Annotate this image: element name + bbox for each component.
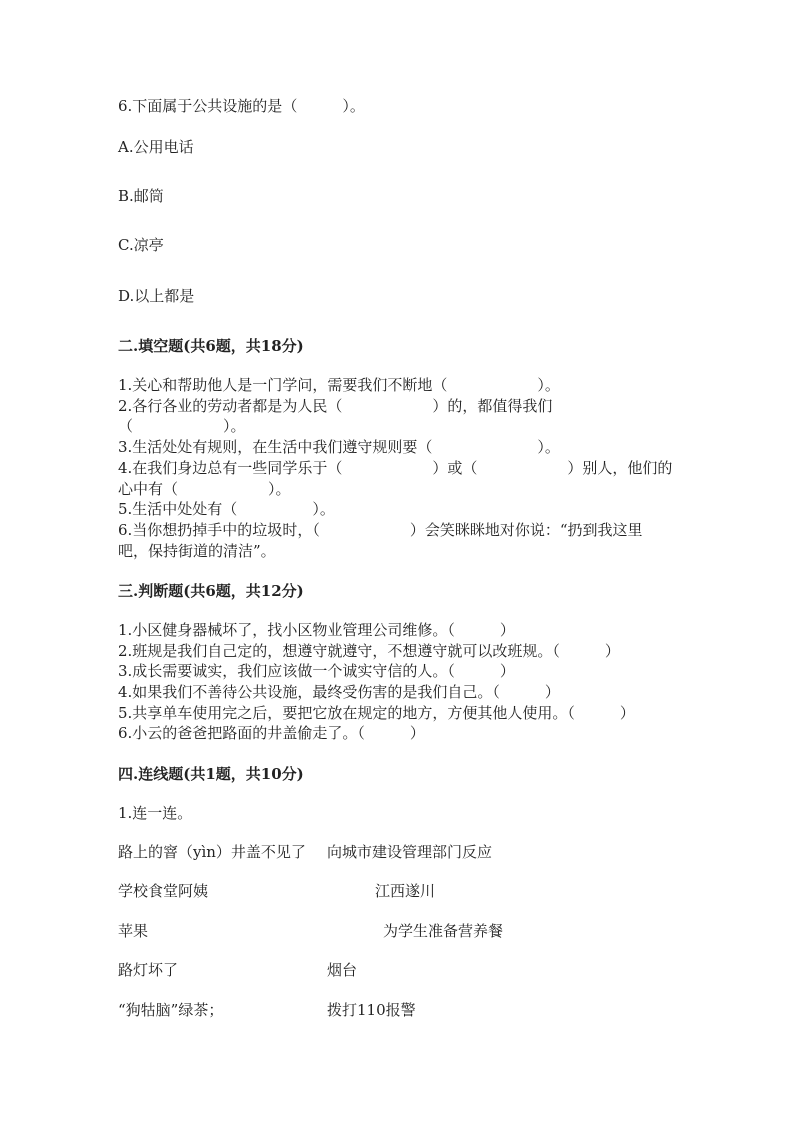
q6-stem: 6.下面属于公共设施的是（ ）。 [118,97,365,115]
judge-line: 2.班规是我们自己定的，想遵守就遵守，不想遵守就可以改班规。（ ） [118,642,620,660]
section-3-title: 三.判断题(共6题，共12分) [118,582,304,600]
fill-blank-line: 2.各行各业的劳动者都是为人民（ ）的，都值得我们 [118,397,553,415]
fill-blank-line: 4.在我们身边总有一些同学乐于（ ）或（ ）别人，他们的 [118,459,673,477]
fill-blank-line: （ ）。 [118,417,246,435]
fill-blank-line: 吧，保持街道的清洁”。 [118,542,276,560]
match-right-item: 为学生准备营养餐 [383,922,504,940]
match-right-item: 向城市建设管理部门反应 [327,843,493,861]
match-left-item: 苹果 [118,922,149,940]
judge-line: 5.共享单车使用完之后，要把它放在规定的地方，方便其他人使用。（ ） [118,704,635,722]
fill-blank-line: 6.当你想扔掉手中的垃圾时，（ ）会笑眯眯地对你说：“扔到我这里 [118,521,643,539]
match-left-item: 学校食堂阿姨 [118,882,209,900]
q6-option-d: D.以上都是 [118,287,195,305]
judge-line: 1.小区健身器械坏了，找小区物业管理公司维修。（ ） [118,621,515,639]
fill-blank-line: 3.生活处处有规则，在生活中我们遵守规则要（ ）。 [118,438,560,456]
section-4-title: 四.连线题(共1题，共10分) [118,765,304,783]
judge-line: 3.成长需要诚实，我们应该做一个诚实守信的人。（ ） [118,662,515,680]
match-question: 1.连一连。 [118,804,193,822]
fill-blank-line: 1.关心和帮助他人是一门学问，需要我们不断地（ ）。 [118,376,560,394]
match-left-item: 路上的窨（yìn）井盖不见了 [118,843,306,861]
q6-option-a: A.公用电话 [118,138,194,156]
match-left-item: 路灯坏了 [118,961,179,979]
match-right-item: 烟台 [327,961,358,979]
q6-option-c: C.凉亭 [118,236,164,254]
match-right-item: 江西遂川 [375,882,436,900]
match-left-item: “狗牯脑”绿茶； [118,1001,224,1019]
judge-line: 6.小云的爸爸把路面的井盖偷走了。（ ） [118,724,425,742]
match-right-item: 拨打110报警 [327,1001,416,1019]
section-2-title: 二.填空题(共6题，共18分) [118,337,304,355]
judge-line: 4.如果我们不善待公共设施，最终受伤害的是我们自己。（ ） [118,683,560,701]
q6-option-b: B.邮筒 [118,187,164,205]
fill-blank-line: 心中有（ ）。 [118,480,291,498]
fill-blank-line: 5.生活中处处有（ ）。 [118,500,335,518]
